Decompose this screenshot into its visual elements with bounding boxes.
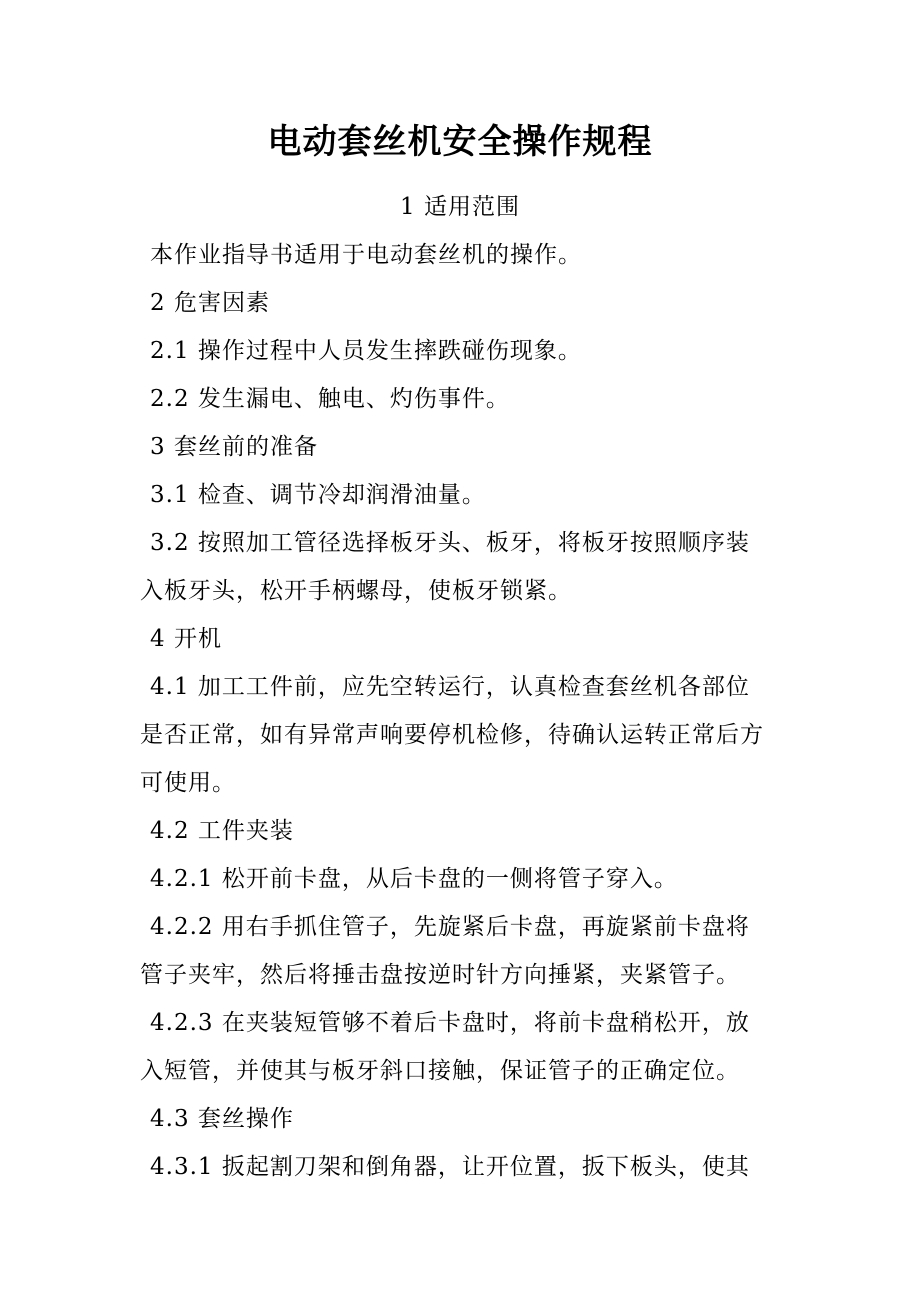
paragraph-prep-3-2-line2: 入板牙头，松开手柄螺母，使板牙锁紧。 xyxy=(140,578,572,604)
paragraph-startup-4-1-line3: 可使用。 xyxy=(140,770,236,796)
paragraph-scope: 本作业指导书适用于电动套丝机的操作。 xyxy=(150,242,582,268)
subsection-heading-clamping: 4.2 工件夹装 xyxy=(150,818,294,844)
paragraph-clamp-4-2-3-line2: 入短管，并使其与板牙斜口接触，保证管子的正确定位。 xyxy=(140,1058,740,1084)
paragraph-startup-4-1-line1: 4.1 加工工件前，应先空转运行，认真检查套丝机各部位 xyxy=(150,674,750,700)
paragraph-prep-3-2-line1: 3.2 按照加工管径选择板牙头、板牙，将板牙按照顺序装 xyxy=(150,530,750,556)
paragraph-prep-3-1: 3.1 检查、调节冷却润滑油量。 xyxy=(150,482,486,508)
subsection-heading-threading: 4.3 套丝操作 xyxy=(150,1106,294,1132)
paragraph-clamp-4-2-3-line1: 4.2.3 在夹装短管够不着后卡盘时，将前卡盘稍松开，放 xyxy=(150,1010,750,1036)
document-title: 电动套丝机安全操作规程 xyxy=(267,122,653,162)
paragraph-clamp-4-2-2-line2: 管子夹牢，然后将捶击盘按逆时针方向捶紧，夹紧管子。 xyxy=(140,962,740,988)
paragraph-clamp-4-2-1: 4.2.1 松开前卡盘，从后卡盘的一侧将管子穿入。 xyxy=(150,866,678,892)
section-heading-hazards: 2 危害因素 xyxy=(150,290,270,316)
paragraph-hazard-2-1: 2.1 操作过程中人员发生摔跌碰伤现象。 xyxy=(150,338,582,364)
paragraph-thread-4-3-1-line1: 4.3.1 扳起割刀架和倒角器，让开位置，扳下板头，使其 xyxy=(150,1154,750,1180)
paragraph-startup-4-1-line2: 是否正常，如有异常声响要停机检修，待确认运转正常后方 xyxy=(140,722,764,748)
section-heading-scope: 1 适用范围 xyxy=(400,194,520,220)
section-heading-preparation: 3 套丝前的准备 xyxy=(150,434,318,460)
section-heading-startup: 4 开机 xyxy=(150,626,222,652)
paragraph-hazard-2-2: 2.2 发生漏电、触电、灼伤事件。 xyxy=(150,386,510,412)
paragraph-clamp-4-2-2-line1: 4.2.2 用右手抓住管子，先旋紧后卡盘，再旋紧前卡盘将 xyxy=(150,914,750,940)
